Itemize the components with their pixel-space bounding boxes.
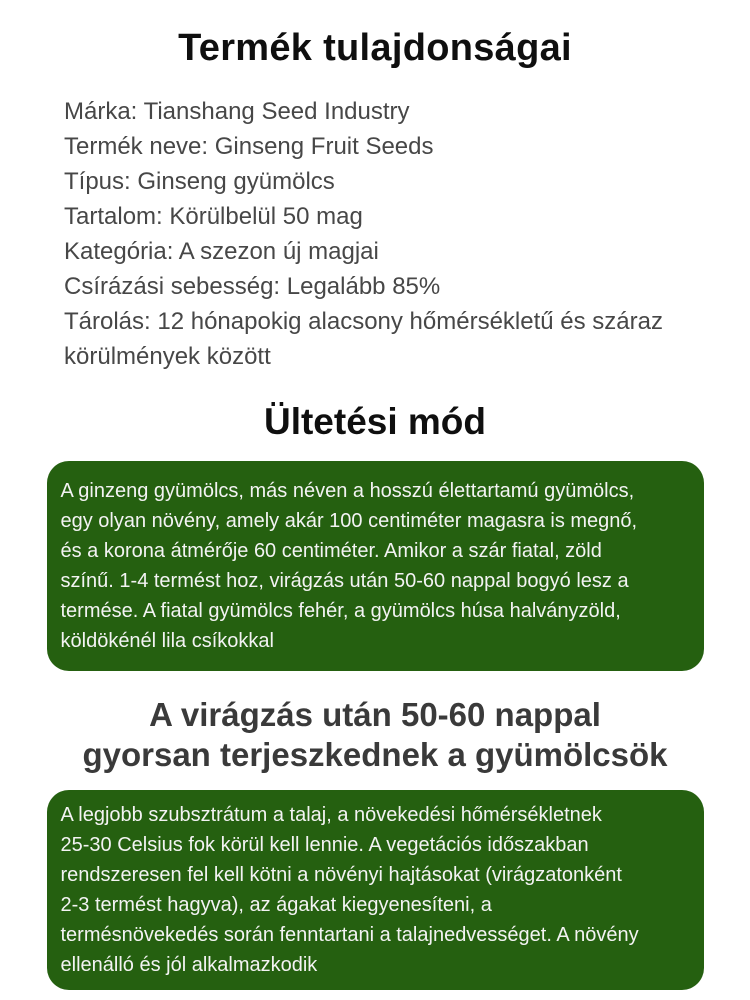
product-attributes-list [64,94,710,374]
planting-text-line: köldökénél lila csíkokkal [60,630,274,652]
planting-method-heading: Ültetési mód [263,401,487,442]
fruit-growth-heading-line2: gyorsan terjeszkednek a gyümölcsök [82,736,668,773]
attribute-storage: Tárolás: 12 hónapokig alacsony hőmérsékletű és száraz körülmények között [64,308,663,370]
attribute-product-name: Termék neve: Ginseng Fruit Seeds [64,133,434,160]
attribute-germination-rate: Csírázási sebesség: Legalább 85% [64,273,441,300]
fruit-growth-heading [0,671,750,775]
planting-method-box [47,461,704,671]
growth-text-line: 2-3 termést hagyva), az ágakat kiegyenesíteni, a [60,894,492,916]
page-title: Termék tulajdonságai [178,27,572,69]
attribute-content: Tartalom: Körülbelül 50 mag [64,203,363,230]
attribute-brand: Márka: Tianshang Seed Industry [64,98,410,125]
planting-text-line: és a korona átmérője 60 centiméter. Amikor a szár fiatal, zöld [60,540,602,562]
planting-text-line: A ginzeng gyümölcs, más néven a hosszú élettartamú gyümölcs, [60,480,635,502]
growth-text-line: A legjobb szubsztrátum a talaj, a növekedési hőmérsékletnek [60,804,602,826]
growth-text-line: termésnövekedés során fenntartani a talajnedvességet. A növény [60,924,639,946]
planting-text-line: termése. A fiatal gyümölcs fehér, a gyümölcs húsa halványzöld, [60,600,621,622]
growth-text-line: rendszeresen fel kell kötni a növényi hajtásokat (virágzatonként [60,864,622,886]
fruit-growth-box [47,790,704,990]
growth-text-line: 25-30 Celsius fok körül kell lennie. A vegetációs időszakban [60,834,589,856]
planting-text-line: egy olyan növény, amely akár 100 centiméter magasra is megnő, [60,510,638,532]
growth-text-line: ellenálló és jól alkalmazkodik [60,954,318,976]
planting-text-line: színű. 1-4 termést hoz, virágzás után 50-60 nappal bogyó lesz a [60,570,629,592]
fruit-growth-heading-line1: A virágzás után 50-60 nappal [149,696,601,733]
attribute-category: Kategória: A szezon új magjai [64,238,379,265]
attribute-type: Típus: Ginseng gyümölcs [64,168,335,195]
